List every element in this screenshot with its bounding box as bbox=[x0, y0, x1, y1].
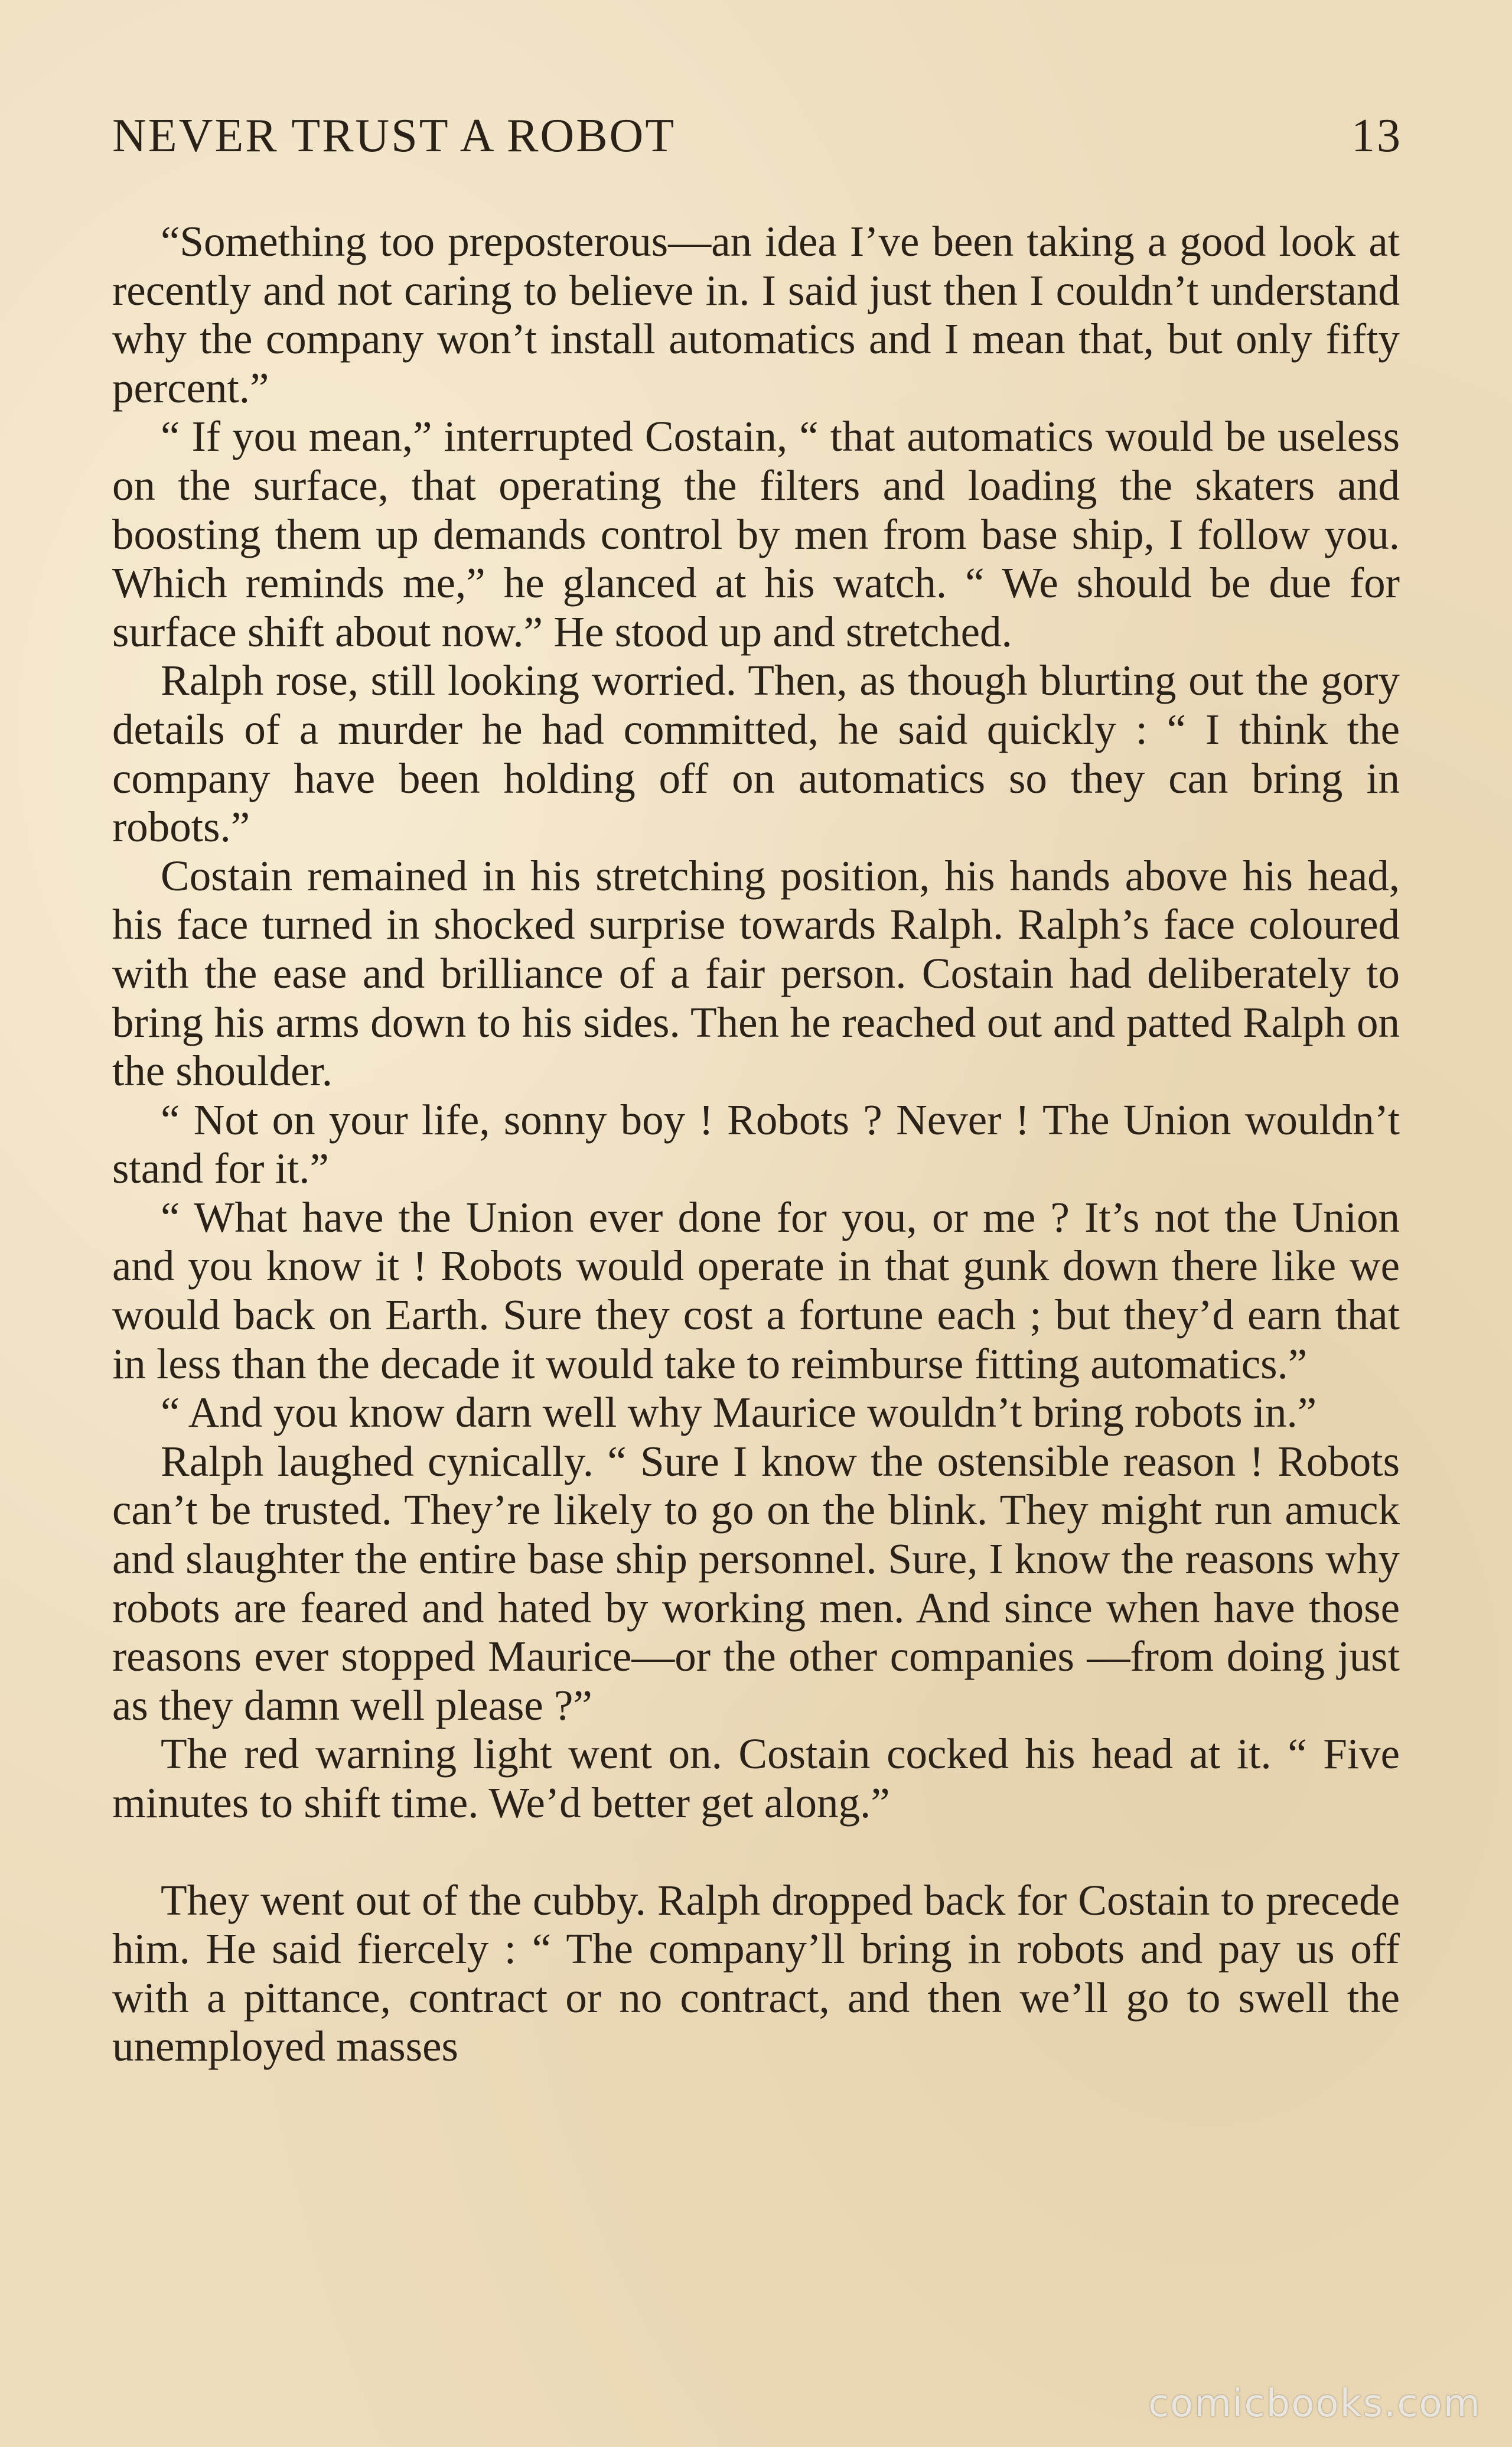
running-header bbox=[112, 112, 1402, 177]
running-title: NEVER TRUST A ROBOT bbox=[112, 110, 676, 162]
paragraph: Costain remained in his stretching position, his hands above his head, his face turned in shocked surprise towards Ralph. Ralph’s face coloured with the ease and brilliance of a fair person. Costain had deliberately to bring his arms down to his sides. Then he reached out and patted Ralph on the shoulder. bbox=[112, 851, 1400, 1095]
paragraph: “ What have the Union ever done for you, or me ? It’s not the Union and you know it ! Robots would operate in that gunk down there like we would back on Earth. Sure they cost a fortune each ; but they’d earn that in less than the decade it would take to reimburse fitting automatics.” bbox=[112, 1193, 1400, 1388]
paragraph: “ If you mean,” interrupted Costain, “ that automatics would be useless on the surface, that operating the filters and loading the skaters and boosting them up demands control by men from base ship, I follow you. Which reminds me,” he glanced at his watch. “ We should be due for surface shift about now.” He stood up and stretched. bbox=[112, 412, 1400, 656]
paragraph: “ And you know darn well why Maurice wouldn’t bring robots in.” bbox=[161, 1388, 1317, 1437]
page-number: 13 bbox=[1351, 110, 1402, 162]
paragraph: Ralph laughed cynically. “ Sure I know the ostensible reason ! Robots can’t be trusted. They’re likely to go on the blink. They might run amuck and slaughter the entire base ship personnel. Sure, I know the reasons why robots are feared and hated by working men. And since when have those reasons ever stopped Maurice—or the other companies —from doing just as they damn well please ?” bbox=[112, 1437, 1400, 1729]
paragraph: “ Not on your life, sonny boy ! Robots ? Never ! The Union wouldn’t stand for it.” bbox=[112, 1095, 1400, 1193]
paragraph: They went out of the cubby. Ralph dropped back for Costain to precede him. He said fiercely : “ The company’ll bring in robots and pay us off with a pittance, contract or no contract, and then we’ll go to swell the unemployed masses bbox=[112, 1876, 1400, 2071]
paragraph: Ralph rose, still looking worried. Then, as though blurting out the gory details of a murder he had committed, he said quickly : “ I think the company have been holding off on automatics so they can bring in robots.” bbox=[112, 656, 1400, 851]
paragraph: The red warning light went on. Costain cocked his head at it. “ Five minutes to shift time. We’d better get along.” bbox=[112, 1730, 1400, 1827]
page-body bbox=[112, 217, 1400, 2071]
paragraph: “Something too preposterous—an idea I’ve been taking a good look at recently and not caring to believe in. I said just then I couldn’t understand why the company won’t install automatics and I mean that, but only fifty percent.” bbox=[112, 217, 1400, 412]
watermark: comicbooks.com bbox=[1148, 2382, 1481, 2426]
